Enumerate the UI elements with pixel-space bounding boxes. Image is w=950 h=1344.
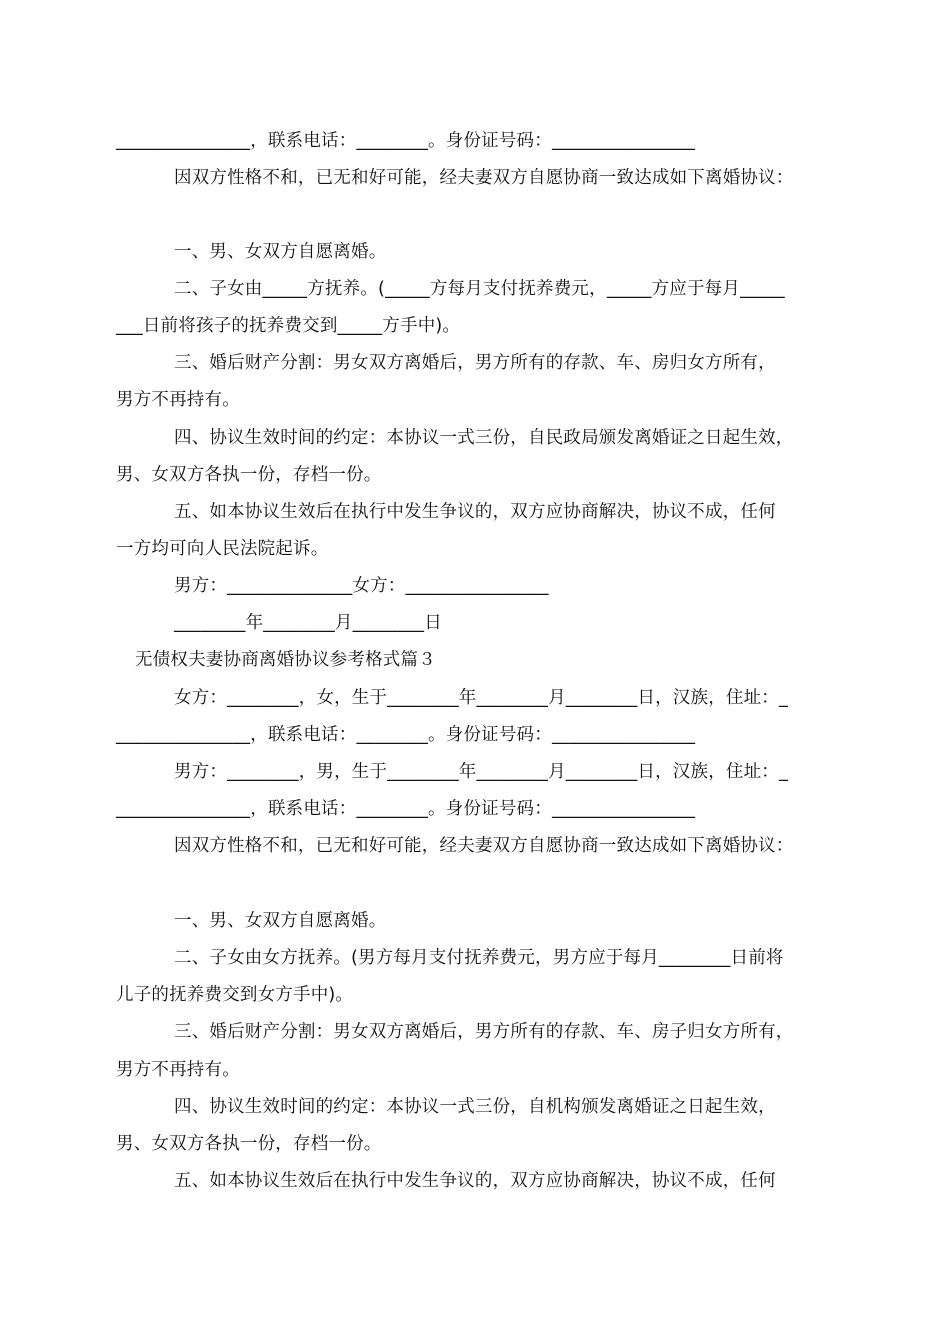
section-heading: 无债权夫妻协商离婚协议参考格式篇３ <box>135 650 436 670</box>
date-line: ________年________月________日 <box>174 613 442 633</box>
clause-line: 男方不再持有。 <box>116 1060 240 1080</box>
contact-line: _______________，联系电话：________。身份证号码：________________ <box>116 799 696 819</box>
clause-line: 五、如本协议生效后在执行中发生争议的，双方应协商解决，协议不成，任何 <box>174 1171 776 1191</box>
clause-line: 男、女双方各执一份，存档一份。 <box>116 465 382 485</box>
clause-line: 男、女双方各执一份，存档一份。 <box>116 1134 382 1154</box>
clause-line: 男方不再持有。 <box>116 390 240 410</box>
party-line: 女方：________，女，生于________年________月________日，汉族，住址：_ <box>174 688 788 708</box>
clause-line: 三、婚后财产分割：男女双方离婚后，男方所有的存款、车、房子归女方所有， <box>174 1022 794 1042</box>
clause-line: 四、协议生效时间的约定：本协议一式三份，自机构颁发离婚证之日起生效， <box>174 1097 776 1117</box>
clause-line: 二、子女由_____方抚养。(_____方每月支付抚养费元，_____方应于每月_____ <box>174 279 785 299</box>
contact-line: _______________，联系电话：________。身份证号码：________________ <box>116 725 696 745</box>
paragraph-line: 因双方性格不和，已无和好可能，经夫妻双方自愿协商一致达成如下离婚协议： <box>174 836 794 856</box>
clause-line: 三、婚后财产分割：男女双方离婚后，男方所有的存款、车、房归女方所有， <box>174 353 776 373</box>
clause-line: 五、如本协议生效后在执行中发生争议的，双方应协商解决，协议不成，任何 <box>174 502 776 522</box>
clause-line: 二、子女由女方抚养。(男方每月支付抚养费元，男方应于每月________日前将 <box>174 948 784 968</box>
clause-line: 儿子的抚养费交到女方手中)。 <box>116 985 354 1005</box>
clause-line: 一、男、女双方自愿离婚。 <box>174 911 387 931</box>
clause-line: 一方均可向人民法院起诉。 <box>116 539 329 559</box>
paragraph-line: 因双方性格不和，已无和好可能，经夫妻双方自愿协商一致达成如下离婚协议： <box>174 168 794 188</box>
signature-line: 男方：______________女方：________________ <box>174 576 549 596</box>
party-line: 男方：________，男，生于________年________月________日，汉族，住址：_ <box>174 762 788 782</box>
clause-line: ___日前将孩子的抚养费交到_____方手中)。 <box>116 316 461 336</box>
contact-line: _______________，联系电话：________。身份证号码：________________ <box>116 131 696 151</box>
clause-line: 一、男、女双方自愿离婚。 <box>174 242 387 262</box>
clause-line: 四、协议生效时间的约定：本协议一式三份，自民政局颁发离婚证之日起生效， <box>174 428 794 448</box>
